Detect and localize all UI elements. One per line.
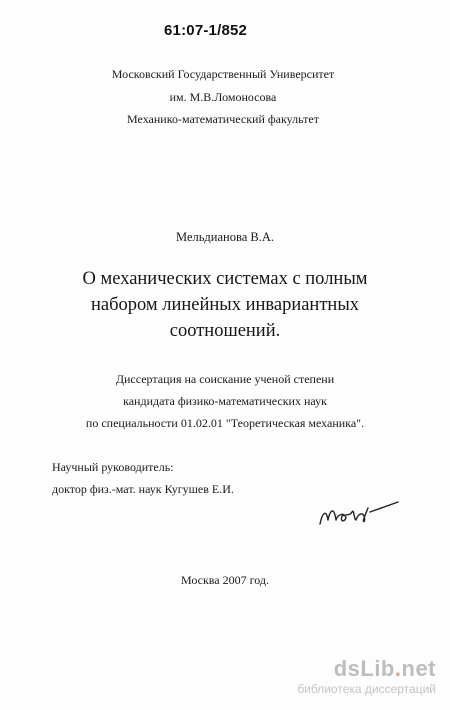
watermark <box>262 656 442 700</box>
institution-line-university: Московский Государственный Университет <box>111 67 335 81</box>
catalog-code: 61:07-1/852 <box>164 22 248 39</box>
institution-line-faculty: Механико-математический факультет <box>127 112 319 126</box>
title-line-2: набором линейных инвариантных <box>90 295 360 315</box>
watermark-logo-main: dsLib <box>333 656 395 681</box>
title-line-1: О механических системах с полным <box>82 269 368 289</box>
dissertation-line-3: по специальности 01.02.01 "Теоретическая механика". <box>85 416 365 430</box>
watermark-logo-tld: net <box>401 656 436 681</box>
watermark-logo <box>334 656 436 682</box>
watermark-tagline: библиотека диссертаций <box>297 682 436 696</box>
dissertation-line-2: кандидата физико-математических наук <box>123 394 327 408</box>
watermark-logo-dot: . <box>394 656 402 681</box>
institution-line-name: им. М.В.Ломоносова <box>169 90 277 104</box>
supervisor-name: доктор физ.-мат. наук Кугушев Е.И. <box>52 482 234 496</box>
dissertation-line-1: Диссертация на соискание ученой степени <box>115 372 335 386</box>
author-name: Мельдианова В.А. <box>176 230 274 244</box>
title-line-3: соотношений. <box>169 321 281 341</box>
supervisor-label: Научный руководитель: <box>52 460 174 474</box>
place-and-year: Москва 2007 год. <box>180 573 270 587</box>
handwritten-signature <box>314 486 404 536</box>
